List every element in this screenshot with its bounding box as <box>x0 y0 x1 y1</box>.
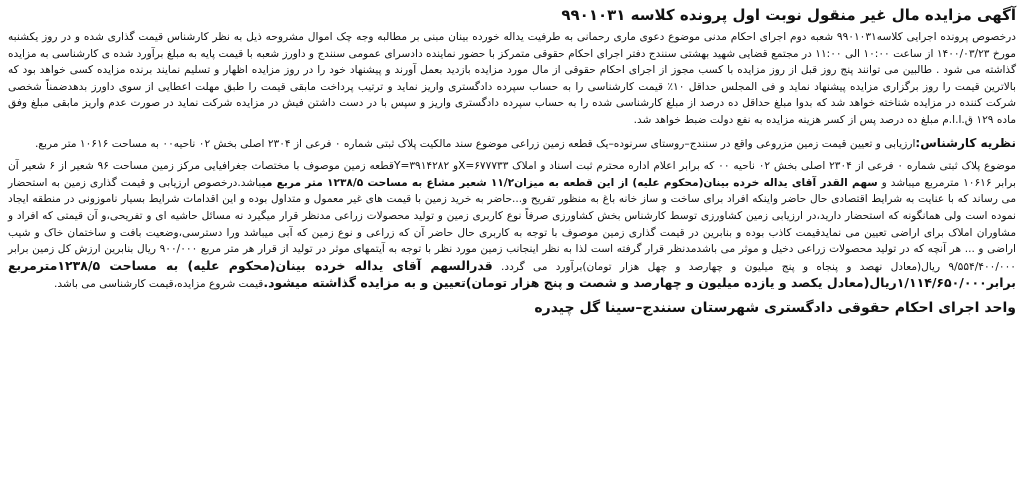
debtor-share-valuation: قدرالسهم آقای یداله خرده بینان(محکوم علیه) به مساحت ۱۲۳۸/۵مترمربع برابر۱/۱۱۴/۶۵۰/۰۰۰ریال(معادل یکصد و یازده میلیون و چهارصد و شصت و پنج هزار تومان)تعیین و به مزایده گذاشته میشود. <box>8 257 1016 291</box>
expert-opinion-text: ارزیابی و تعیین قیمت زمین مزروعی واقع در سنندج–روستای سرنوده–یک قطعه زمین زراعی موضوع سند مالکیت پلاک ثبتی شماره ۰ فرعی از ۲۳۰۴ اصلی بخش ۰۲ ناحیه۰۰ به مساحت ۱۰۶۱۶ متر مربع. <box>34 137 916 150</box>
property-description-part-2: باشد.درخصوص ارزیابی و قیمت گذاری زمین به استحضار می رساند که با عنایت به شرایط اقتصادی حال حاضر واینکه افراد برای ساخت و ساز خانه باغ به منظور تفریح و...حاضر به خرید زمین با قیمت های غیر معمول و متداول بوده و این اقدامات شرایط بسیار ناموزونی در منطقه ایجاد نموده است ولی همانگونه که استحضار دارید،در ارزیابی زمین کشاورزی توسط کارشناس بخش کشاورزی صرفاً نوع کاربری زمین و تولید محصولات زراعی مدنظر قرار میگیرد نه مسائل حاشیه ای و تفریحی،و آن قیمتی که افراد و مشاوران املاک برای اراضی تعیین می نمایدقیمت کاذب بوده و بنابرین در قیمت گذاری زمین موصوف با توجه به کاربری حال حاضر آن که زراعی و نوع زمین که آبی میباشد ورا دسترسی،وضعیت بافت و ساختمان خاک و شیب اراضی و ... هر آنچه که در تولید محصولات زراعی دخیل و موثر می باشدمدنظر قرار گرفته است لذا به نظر اینجانب زمین مورد نظر با توجه به آیتمهای موثر در تولید از قرار هر متر مربع ۹۰۰/۰۰۰ ریال بنابرین ارزش کل زمین برابر ۹/۵۵۴/۴۰۰/۰۰۰ ریال(معادل نهصد و پنجاه و پنج میلیون و چهارصد و چهل هزار تومان)برآورد می گردد. <box>8 176 1016 273</box>
starting-price-note: قیمت شروع مزایده،قیمت کارشناسی می باشد. <box>53 278 264 291</box>
expert-opinion <box>8 135 1016 153</box>
debtor-share-statement: سهم القدر آقای یداله خرده بینان(محکوم علیه) از این قطعه به میزان۱۱/۲ شعیر مشاع به مساحت ۱۲۳۸/۵ متر مربع می <box>261 176 878 189</box>
property-description-part-1: موضوع پلاک ثبتی شماره ۰ فرعی از ۲۳۰۴ اصلی بخش ۰۲ ناحیه ۰۰ که برابر اعلام اداره محترم ثبت اسناد و املاک X=۶۷۷۷۳۳و Y=۳۹۱۴۲۸۲قطعه زمین موصوف با مختصات جغرافیایی مرکز زمین مساحت ۹۶ شعیر از ۶ شعیر آن برابر ۱۰۶۱۶ مترمربع میباشد و <box>8 160 1016 189</box>
notice-title: آگهی مزایده مال غیر منقول نوبت اول پرونده کلاسه ۹۹۰۱۰۳۱ <box>561 6 1016 24</box>
notice-intro: درخصوص پرونده اجرایی کلاسه۹۹۰۱۰۳۱ شعبه دوم اجرای احکام مدنی موضوع دعوی ماری رحمانی به طرفیت یداله خورده بینان مبنی بر مطالبه وجه چک اموال مشروحه ذیل به نظر کارشناس قیمت گذاری شده و در روز یکشنبه مورخ ۱۴۰۰/۰۳/۲۳ از ساعت ۱۰:۰۰ الی ۱۱:۰۰ در مجتمع قضایی شهید بهشتی سنندج دفتر اجرای احکام حقوقی متمرکز با حضور نماینده دادسرای عمومی سنندج و داورز شعبه با قیمت پایه به مبلغ برآورد شده ی کارشناسی به مزایده گذاشته می شود . طالبین می توانند پنج روز قبل از روز مزایده با کسب مجوز از اجرای احکام حقوقی از مال مورد مزایده بازدید بعمل آورند و پیشنهاد خود را در روز مزایده اظهار و تسلیم نمایند برنده مزایده کسی خواهد بود که بالاترین قیمت را روز برگزاری مزایده پیشنهاد نماید و فی المجلس حداقل ۱۰٪ قیمت کارشناسی را به حساب سپرده دادگستری واریز نماید و ترتیب پرداخت مابقی قیمت را طبق مهلت اعطایی از سوی داورز بدهدضمناً شخصی شرکت کننده در مزایده شناخته خواهد شد که بدوا مبلغ حداقل ده درصد از مبلغ کارشناسی شده را به حساب سپرده دادگستری واریز و سپس با در دست داشتن فیش در مزایده شرکت نماید در صورت عدم واریز مابقی مبلغ وفق ماده ۱۲۹ ق.ا.ا.م مبلغ ده درصد پس از کسر هزینه مزایده به نفع دولت ضبط خواهد شد. <box>8 31 1016 126</box>
issuing-unit-signature: واحد اجرای احکام حقوقی دادگستری شهرستان سنندج–سینا گل چیدره <box>534 299 1016 316</box>
expert-opinion-label: نظریه کارشناس: <box>915 135 1016 150</box>
property-description <box>8 158 1016 293</box>
